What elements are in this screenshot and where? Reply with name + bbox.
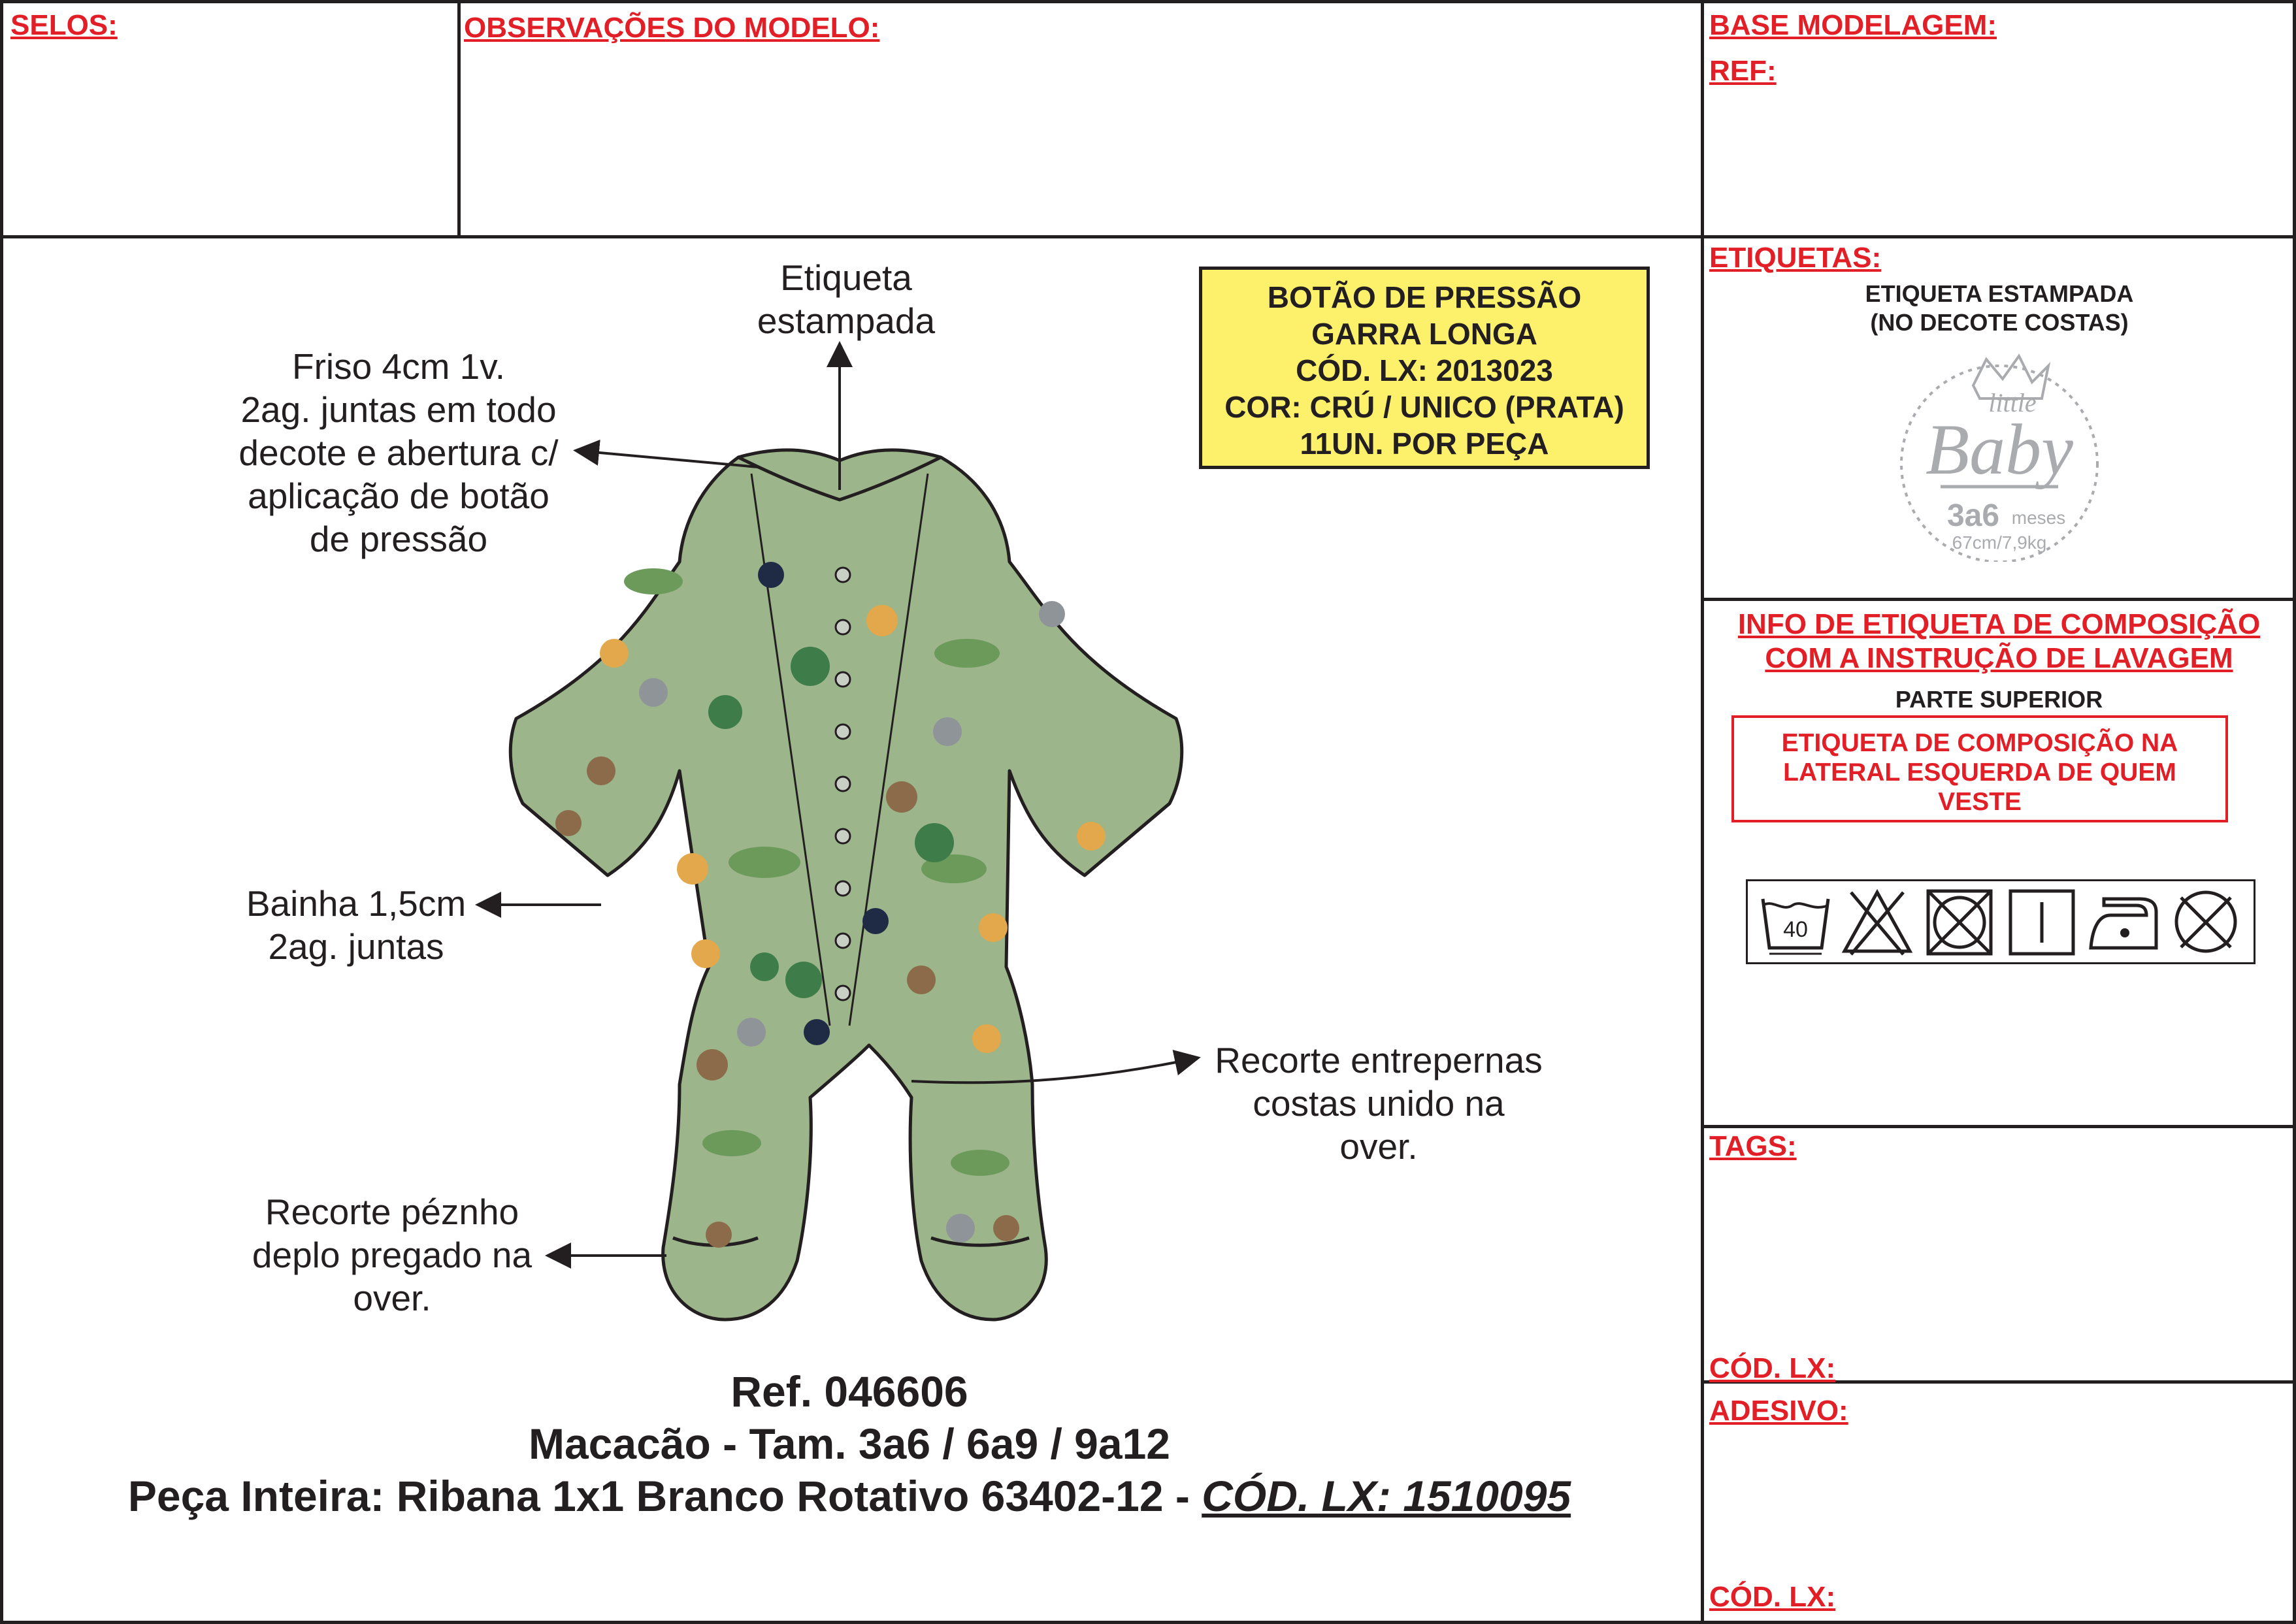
brand-logo — [1882, 340, 2117, 562]
footer-material-text: Peça Inteira: Ribana 1x1 Branco Rotativo 63402-12 - — [127, 1472, 1202, 1520]
snap-buttons — [836, 568, 850, 1000]
note-etiqueta: Etiqueta estampada — [757, 257, 936, 341]
parte-superior-text: PARTE SUPERIOR — [1895, 686, 2103, 713]
info-composicao-title: INFO DE ETIQUETA DE COMPOSIÇÃO COM A INSTRUÇÃO DE LAVAGEM — [1737, 608, 2261, 674]
cod-lx-adesivo: CÓD. LX: — [1709, 1581, 1836, 1613]
ref-label: REF: — [1709, 55, 1777, 87]
snap-button-info-box: BOTÃO DE PRESSÃO GARRA LONGA CÓD. LX: 2013023 COR: CRÚ / UNICO (PRATA) 11UN. POR PEÇA — [1199, 267, 1650, 469]
etiquetas-label: ETIQUETAS: — [1709, 242, 1882, 274]
no-tumble-dry-icon — [1920, 886, 1999, 958]
iron-low-icon — [2084, 886, 2163, 958]
note-friso: Friso 4cm 1v. 2ag. juntas em todo decote e abertura c/ aplicação de botão de pressão — [238, 346, 559, 559]
wash-40-icon — [1756, 886, 1835, 958]
logo-size-unit: meses — [2011, 508, 2066, 528]
logo-size: 3a6 — [1946, 498, 2000, 533]
footer-ref: Ref. 046606 — [730, 1367, 968, 1416]
footer-material — [0, 1471, 1699, 1521]
svg-text:40: 40 — [1782, 917, 1808, 942]
logo-measure: 67cm/7,9kg — [1952, 532, 2047, 553]
etiquetas-divider — [1701, 598, 2296, 601]
logo-brand: Baby — [1925, 410, 2074, 489]
composicao-box: ETIQUETA DE COMPOSIÇÃO NA LATERAL ESQUERDA DE QUEM VESTE — [1731, 715, 2228, 822]
care-symbols — [1746, 879, 2255, 964]
no-bleach-icon — [1838, 886, 1916, 958]
note-recorte-pe: Recorte péznho deplo pregado na over. — [252, 1192, 533, 1318]
no-dry-clean-icon — [2167, 886, 2245, 958]
tags-divider — [1701, 1125, 2296, 1128]
footer-material-code: CÓD. LX: 1510095 — [1202, 1472, 1571, 1520]
note-recorte-entrepernas: Recorte entrepernas costas unido na over. — [1215, 1040, 1543, 1167]
selos-label: SELOS: — [10, 9, 118, 41]
adesivo-label: ADESIVO: — [1709, 1395, 1848, 1427]
tags-label: TAGS: — [1709, 1130, 1797, 1162]
note-bainha: Bainha 1,5cm 2ag. juntas — [246, 883, 467, 967]
observacoes-label: OBSERVAÇÕES DO MODELO: — [464, 12, 880, 44]
footer-product: Macacão - Tam. 3a6 / 6a9 / 9a12 — [528, 1420, 1171, 1468]
logo-little: little — [1988, 388, 2037, 417]
cod-lx-tags: CÓD. LX: — [1709, 1352, 1836, 1384]
line-dry-icon — [2003, 886, 2081, 958]
base-modelagem-label: BASE MODELAGEM: — [1709, 9, 1997, 41]
etiqueta-estampada-text: ETIQUETA ESTAMPADA (NO DECOTE COSTAS) — [1865, 280, 2134, 336]
